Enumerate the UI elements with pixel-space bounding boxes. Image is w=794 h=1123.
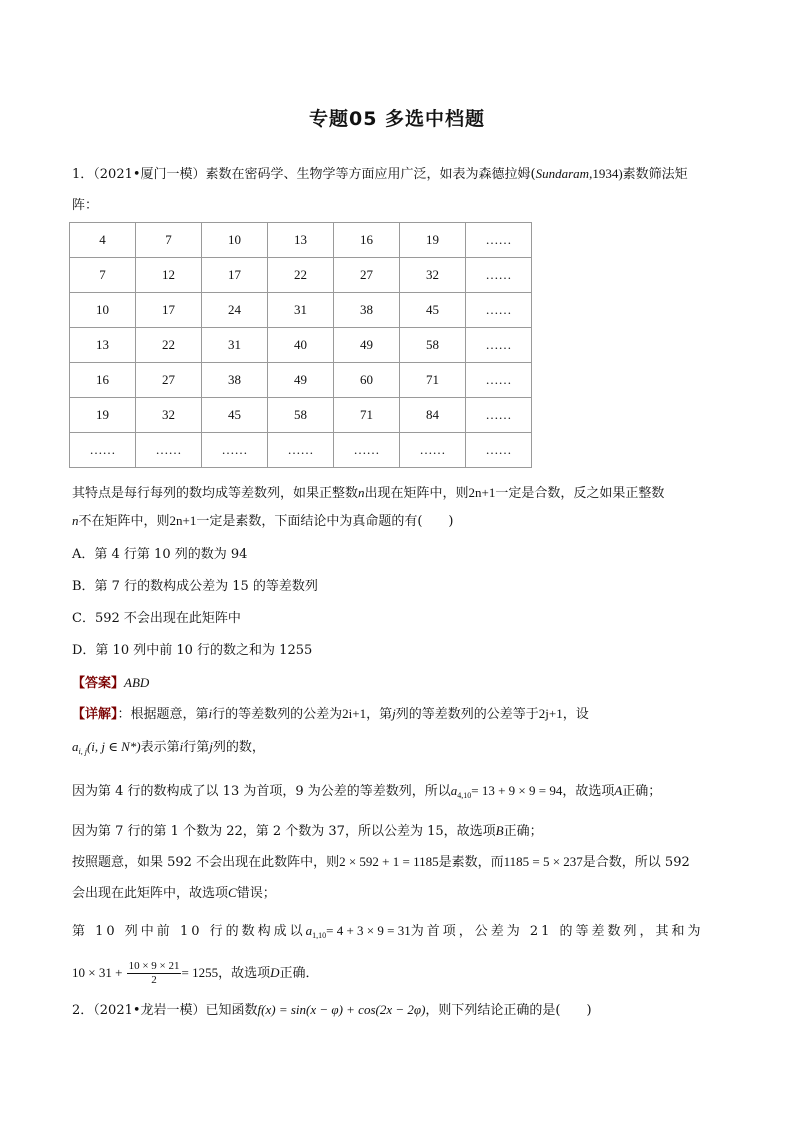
matrix-cell: 16: [334, 223, 400, 258]
detail-text: ，故选项: [562, 784, 615, 799]
matrix-cell: 19: [400, 223, 466, 258]
detail-text: ：根据题意，第: [117, 707, 209, 722]
detail-var: D: [270, 965, 280, 980]
matrix-cell: 10: [70, 293, 136, 328]
matrix-cell: 4: [70, 223, 136, 258]
matrix-cell: 38: [202, 363, 268, 398]
detail-expr: = 4 + 3 × 9 = 31: [326, 923, 411, 938]
stem-text: 一定是素数，下面结论中为真命题的有( ): [196, 514, 454, 529]
detail-expr: = 13 + 9 × 9 = 94: [471, 783, 563, 798]
matrix-cell: ……: [466, 433, 532, 468]
q2-text: ，则下列结论正确的是( ): [425, 1003, 592, 1018]
detail-var: i: [208, 706, 213, 721]
detail-text: 按照题意，如果 592 不会出现在此数阵中，则: [72, 855, 340, 870]
matrix-row: [70, 223, 532, 258]
page-title: 专题05 多选中档题: [308, 108, 486, 130]
detail-line-3: [72, 782, 730, 805]
matrix-cell: 84: [400, 398, 466, 433]
matrix-cell: 40: [268, 328, 334, 363]
detail-text: 因为第 7 行的第 1 个数为 22，第 2 个数为 37，所以公差为 15，故选项: [72, 824, 496, 839]
detail-subscript: i, j: [78, 747, 87, 756]
matrix-cell: 71: [334, 398, 400, 433]
fraction-numerator: 10 × 9 × 21: [128, 960, 180, 972]
matrix-cell: 22: [136, 328, 202, 363]
detail-line-7: [72, 922, 730, 945]
detail-var: B: [495, 823, 504, 838]
sum-fraction: [127, 960, 182, 987]
q1-intro-year: ,1934)素数筛法矩: [589, 166, 688, 181]
matrix-cell: ……: [334, 433, 400, 468]
q1-stem-line-2: [72, 512, 730, 531]
matrix-cell: 49: [268, 363, 334, 398]
matrix-cell: ……: [400, 433, 466, 468]
detail-text: 是合数，所以 592: [582, 855, 690, 870]
detail-text: 是素数，而: [438, 855, 504, 870]
stem-text: 出现在矩阵中，则: [364, 486, 469, 501]
detail-var: C: [228, 885, 237, 900]
detail-subscript: 1,10: [312, 931, 327, 940]
detail-tag: 【详解】: [72, 707, 118, 722]
matrix-row: [70, 433, 532, 468]
matrix-cell: 13: [268, 223, 334, 258]
matrix-cell: 24: [202, 293, 268, 328]
matrix-cell: 60: [334, 363, 400, 398]
matrix-cell: 71: [400, 363, 466, 398]
matrix-cell: 45: [400, 293, 466, 328]
detail-var: a: [450, 783, 458, 798]
detail-text: 会出现在此矩阵中，故选项: [72, 886, 229, 901]
stem-text: 其特点是每行每列的数均成等差数列，如果正整数: [72, 486, 359, 501]
stem-var: n: [358, 485, 365, 500]
matrix-cell: 38: [334, 293, 400, 328]
q1-intro-name: Sundaram: [535, 166, 590, 181]
matrix-cell: ……: [70, 433, 136, 468]
detail-var: j: [392, 706, 396, 721]
detail-text: 第 10 列中前 10 行的数构成以: [72, 924, 306, 939]
detail-var: a: [72, 739, 79, 754]
matrix-cell: 32: [136, 398, 202, 433]
matrix-cell: ……: [202, 433, 268, 468]
matrix-cell: 22: [268, 258, 334, 293]
matrix-cell: 13: [70, 328, 136, 363]
q2-text: 2．（2021•龙岩一模）已知函数: [72, 1003, 258, 1018]
detail-text: 行第: [183, 740, 210, 755]
detail-expr: 2i+1: [342, 706, 367, 721]
detail-text: ，第: [366, 707, 393, 722]
matrix-cell: 31: [268, 293, 334, 328]
q2-line: [72, 1001, 730, 1020]
matrix-cell: 10: [202, 223, 268, 258]
matrix-cell: 7: [70, 258, 136, 293]
answer-line: [72, 674, 730, 693]
fraction-denominator: 2: [151, 974, 157, 986]
matrix-cell: 58: [400, 328, 466, 363]
matrix-cell: 58: [268, 398, 334, 433]
matrix-cell: ……: [466, 363, 532, 398]
option-d: D．第 10 列中前 10 行的数之和为 1255: [72, 643, 313, 658]
detail-text: ，设: [562, 707, 589, 722]
detail-text: 因为第 4 行的数构成了以 13 为首项，9 为公差的等差数列，所以: [72, 784, 451, 799]
matrix-cell: ……: [466, 258, 532, 293]
detail-subscript: 4,10: [457, 791, 472, 800]
matrix-cell: 27: [136, 363, 202, 398]
detail-text: 正确；: [622, 784, 662, 799]
matrix-cell: 19: [70, 398, 136, 433]
detail-var: A: [614, 783, 623, 798]
matrix-cell: 17: [202, 258, 268, 293]
matrix-cell: ……: [466, 293, 532, 328]
option-c: C．592 不会出现在此矩阵中: [72, 611, 241, 626]
detail-line-1: [72, 705, 730, 724]
detail-text: 正确．: [279, 966, 319, 981]
matrix-row: [70, 363, 532, 398]
stem-var: n: [72, 513, 79, 528]
detail-var: i: [179, 739, 184, 754]
matrix-row: [70, 398, 532, 433]
detail-line-8: [72, 958, 730, 989]
stem-text: 一定是合数，反之如果正整数: [495, 486, 665, 501]
detail-text: 表示第: [140, 740, 180, 755]
detail-text: ，故选项: [218, 966, 271, 981]
stem-expr: 2n+1: [468, 485, 496, 500]
detail-expr: 2j+1: [538, 706, 563, 721]
stem-expr: 2n+1: [169, 513, 197, 528]
detail-expr: 10 × 31 +: [72, 965, 123, 980]
detail-text: 行的等差数列的公差为: [212, 707, 343, 722]
detail-text: 列的数，: [212, 740, 265, 755]
matrix-cell: 49: [334, 328, 400, 363]
detail-expr: (i, j ∈ N*): [86, 739, 141, 754]
matrix-cell: ……: [466, 328, 532, 363]
q1-intro-text: 1．（2021•厦门一模）素数在密码学、生物学等方面应用广泛，如表为森德拉姆(: [72, 167, 536, 182]
q1-intro-line-1: [72, 165, 730, 184]
sundaram-matrix: [69, 222, 532, 468]
detail-expr: = 1255: [181, 965, 219, 980]
matrix-cell: 17: [136, 293, 202, 328]
matrix-cell: 27: [334, 258, 400, 293]
option-b: B．第 7 行的数构成公差为 15 的等差数列: [72, 579, 318, 594]
matrix-row: [70, 328, 532, 363]
detail-line-5: [72, 853, 730, 872]
detail-var: j: [209, 739, 213, 754]
detail-var: a: [305, 923, 313, 938]
matrix-cell: 7: [136, 223, 202, 258]
option-a: A．第 4 行第 10 列的数为 94: [72, 547, 248, 562]
matrix-row: [70, 293, 532, 328]
matrix-cell: 45: [202, 398, 268, 433]
detail-text: 为首项，公差为 21 的等差数列，其和为: [410, 924, 704, 939]
detail-text: 错误；: [236, 886, 276, 901]
matrix-cell: 32: [400, 258, 466, 293]
matrix-row: [70, 258, 532, 293]
q1-stem-line-1: [72, 484, 730, 503]
matrix-cell: 16: [70, 363, 136, 398]
matrix-cell: 31: [202, 328, 268, 363]
matrix-cell: ……: [466, 223, 532, 258]
stem-text: 不在矩阵中，则: [78, 514, 170, 529]
detail-expr: 1185 = 5 × 237: [503, 854, 583, 869]
matrix-cell: 12: [136, 258, 202, 293]
detail-expr: 2 × 592 + 1 = 1185: [339, 854, 439, 869]
answer-tag: 【答案】: [72, 676, 125, 691]
detail-text: 列的等差数列的公差等于: [395, 707, 539, 722]
q1-intro-end: 阵：: [72, 198, 99, 213]
detail-text: 正确；: [503, 824, 543, 839]
answer-value: ABD: [124, 675, 150, 690]
matrix-cell: ……: [466, 398, 532, 433]
detail-line-2: [72, 738, 730, 761]
q1-intro-line-2: [72, 197, 730, 215]
q2-function: f(x) = sin(x − φ) + cos(2x − 2φ): [257, 1002, 426, 1017]
detail-line-6: [72, 884, 730, 903]
matrix-cell: ……: [268, 433, 334, 468]
detail-line-4: [72, 822, 730, 841]
matrix-cell: ……: [136, 433, 202, 468]
